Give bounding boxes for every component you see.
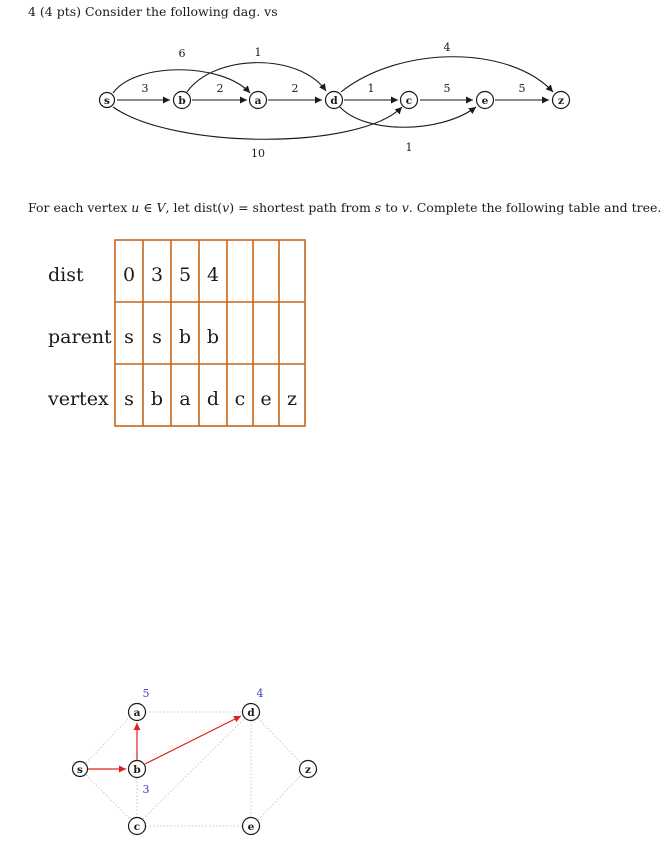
vertex-cell-c: c bbox=[234, 388, 246, 410]
dag-node-s-label: s bbox=[104, 95, 110, 107]
vertex-cell-a: a bbox=[179, 388, 191, 410]
tree-node-b-label: b bbox=[133, 764, 141, 776]
vertex-cell-b: b bbox=[150, 388, 164, 410]
dag-node-d-label: d bbox=[330, 95, 338, 107]
vertex-cell-z: z bbox=[286, 388, 297, 410]
tree-node-a-label: a bbox=[133, 707, 141, 719]
dag-edge-d-e bbox=[340, 107, 476, 127]
dag-edge-s-c bbox=[113, 107, 402, 139]
dag-node-c-label: c bbox=[405, 95, 413, 107]
dag-weight-s-a: 6 bbox=[178, 47, 186, 60]
vertex-cell-e: e bbox=[260, 388, 272, 410]
dag-weight-d-z: 4 bbox=[443, 41, 451, 54]
dag-weight-d-c: 1 bbox=[367, 82, 375, 95]
tree-node-c-label: c bbox=[133, 821, 141, 833]
dist-cell-a: 5 bbox=[178, 264, 192, 286]
dag-node-b-label: b bbox=[178, 95, 186, 107]
tree-node-d-label: d bbox=[247, 707, 255, 719]
parent-cell-a: b bbox=[178, 326, 192, 348]
row-label-vertex: vertex bbox=[48, 388, 109, 410]
tree-faint-edge-e-z bbox=[258, 775, 301, 820]
tree-faint-edge-c-d bbox=[143, 718, 245, 819]
dag-node-a-label: a bbox=[254, 95, 262, 107]
tree-node-e-label: e bbox=[247, 821, 255, 833]
dag-weight-e-z: 5 bbox=[518, 82, 526, 95]
problem-heading: 4 (4 pts) Consider the following dag. vs bbox=[28, 4, 278, 19]
parent-cell-d: b bbox=[206, 326, 220, 348]
tree-node-z-label: z bbox=[305, 764, 311, 776]
dag-node-e-label: e bbox=[481, 95, 489, 107]
tree-edge-b-d bbox=[145, 716, 241, 764]
dag-edge-b-d bbox=[187, 63, 326, 92]
dag-weight-b-a: 2 bbox=[216, 82, 224, 95]
tree-dist-label-b: 3 bbox=[142, 783, 150, 796]
parent-cell-b: s bbox=[152, 326, 162, 348]
tree-node-s-label: s bbox=[77, 764, 83, 776]
tree-faint-edge-s-a bbox=[86, 716, 131, 763]
dist-cell-d: 4 bbox=[206, 264, 220, 286]
vertex-cell-s: s bbox=[124, 388, 134, 410]
tree-dist-label-d: 4 bbox=[256, 687, 264, 700]
dag-weight-a-d: 2 bbox=[291, 82, 299, 95]
vertex-cell-d: d bbox=[206, 388, 220, 410]
parent-cell-s: s bbox=[124, 326, 134, 348]
dag-weight-c-e: 5 bbox=[443, 82, 451, 95]
dag-weight-b-d: 1 bbox=[254, 46, 262, 59]
row-label-dist: dist bbox=[48, 264, 84, 286]
shortest-path-tree bbox=[0, 680, 664, 850]
dag-edge-s-a bbox=[113, 70, 250, 93]
row-label-parent: parent bbox=[48, 326, 112, 348]
dag-weight-s-b: 3 bbox=[141, 82, 149, 95]
tree-dist-label-a: 5 bbox=[142, 687, 150, 700]
dag-node-z-label: z bbox=[558, 95, 564, 107]
tree-faint-edge-d-z bbox=[258, 718, 301, 763]
dist-cell-s: 0 bbox=[122, 264, 136, 286]
dag-figure bbox=[0, 0, 664, 180]
tree-faint-edge-s-c bbox=[86, 775, 131, 820]
dag-weight-s-c: 10 bbox=[251, 147, 265, 160]
dist-cell-b: 3 bbox=[150, 264, 164, 286]
instruction-text: For each vertex u ∈ V, let dist(v) = shortest path from s to v. Complete the following table and tree. bbox=[28, 200, 662, 215]
dag-weight-d-e: 1 bbox=[405, 141, 413, 154]
